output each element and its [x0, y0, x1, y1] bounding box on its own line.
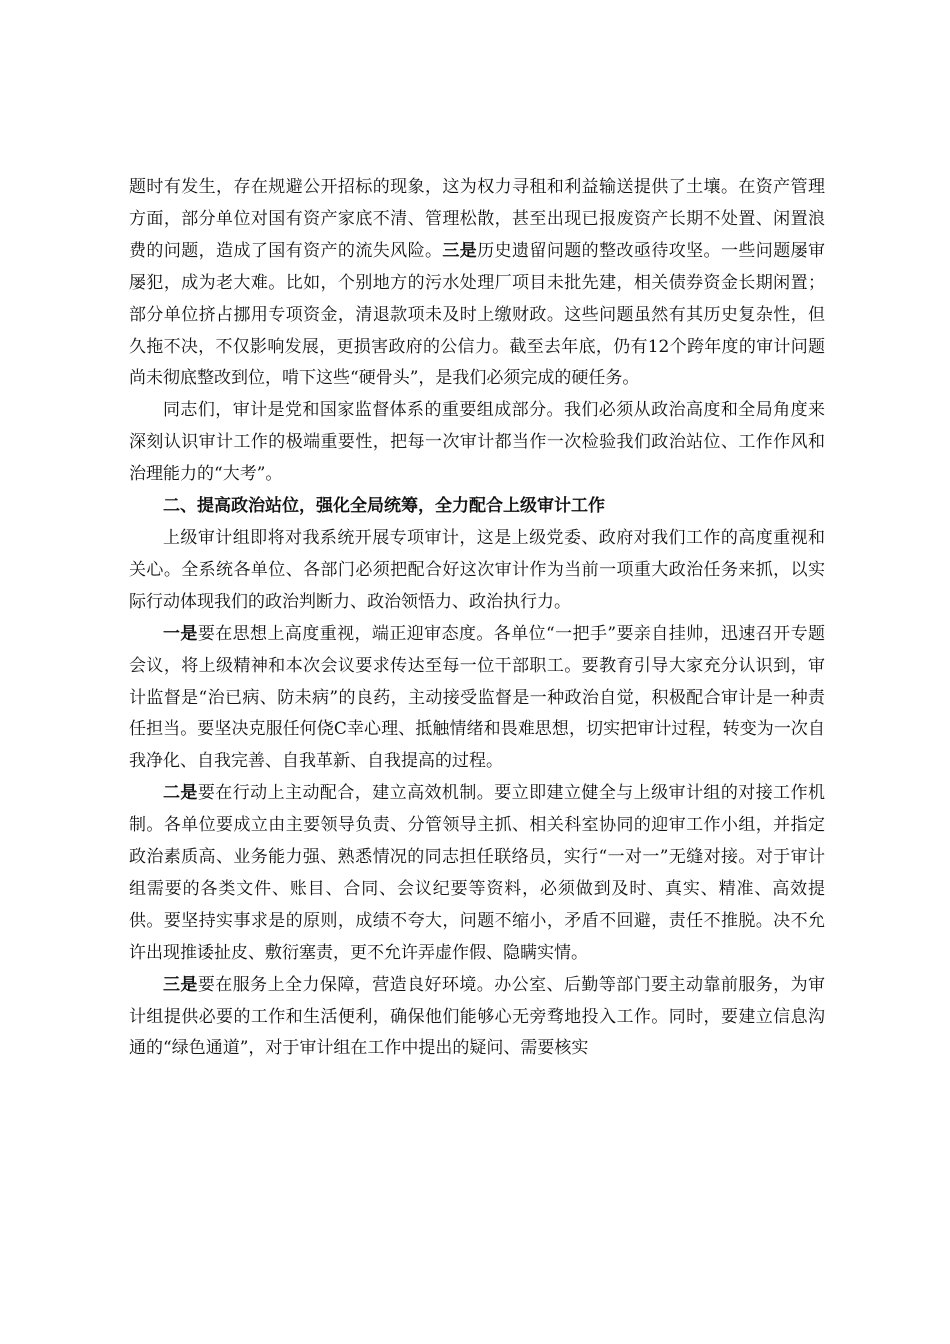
paragraph-1-text: 题时有发生，存在规避公开招标的现象，这为权力寻租和利益输送提供了土壤。在资产管理方面，部分单位对国有资产家底不清、管理松散，甚至出现已报废资产长期不处置、闲置浪费的问题，造成了国有资产的流失风险。 — [129, 177, 825, 261]
paragraph-6-lead: 三是 — [163, 974, 198, 995]
paragraph-1 — [129, 172, 825, 395]
paragraph-4-lead: 一是 — [163, 623, 198, 644]
section-heading-2: 二、提高政治站位，强化全局统筹，全力配合上级审计工作 — [163, 496, 605, 517]
paragraph-5-lead: 二是 — [163, 783, 198, 804]
paragraph-6-text: 要在服务上全力保障，营造良好环境。办公室、后勤等部门要主动靠前服务，为审计组提供必要的工作和生活便利，确保他们能够心无旁骛地投入工作。同时，要建立信息沟通的“绿色通道”，对于审计组在工作中提出的疑问、需要核实 — [129, 974, 826, 1059]
paragraph-5-text: 要在行动上主动配合，建立高效机制。要立即建立健全与上级审计组的对接工作机制。各单位要成立由主要领导负责、分管领导主抓、相关科室协同的迎审工作小组，并指定政治素质高、业务能力强、熟悉情况的同志担任联络员，实行“一对一”无缝对接。对于审计组需要的各类文件、账目、合同、会议纪要等资料，必须做到及时、真实、精准、高效提供。要坚持实事求是的原则，成绩不夸大，问题不缩小，矛盾不回避，责任不推脱。决不允许出现推诿扯皮、敷衍塞责，更不允许弄虚作假、隐瞒实情。 — [129, 783, 826, 963]
paragraph-4-text: 要在思想上高度重视，端正迎审态度。各单位“一把手”要亲自挂帅，迅速召开专题会议，将上级精神和本次会议要求传达至每一位干部职工。要教育引导大家充分认识到，审计监督是“治已病、防未病”的良药，主动接受监督是一种政治自觉，积极配合审计是一种责任担当。要坚决克服任何侥C幸心理、抵触情绪和畏难思想，切实把审计过程，转变为一次自我净化、自我完善、自我革新、自我提高的过程。 — [129, 623, 825, 772]
paragraph-1-lead-third: 三是 — [442, 240, 478, 261]
paragraph-1-text-cont: 历史遗留问题的整改亟待攻坚。一些问题屡审屡犯，成为老大难。比如，个别地方的污水处理厂项目未批先建，相关债券资金长期闲置；部分单位挤占挪用专项资金，清退款项未及时上缴财政。这些问题虽然有其历史复杂性，但久拖不决，不仅影响发展，更损害政府的公信力。截至去年底，仍有12个跨年度的审计问题尚未彻底整改到位，啃下这些“硬骨头”，是我们必须完成的硬任务。 — [129, 240, 826, 389]
paragraph-3-text: 上级审计组即将对我系统开展专项审计，这是上级党委、政府对我们工作的高度重视和关心。全系统各单位、各部门必须把配合好这次审计作为当前一项重大政治任务来抓，以实际行动体现我们的政治判断力、政治领悟力、政治执行力。 — [129, 527, 825, 612]
paragraph-6 — [129, 970, 825, 1066]
paragraph-2-text: 同志们，审计是党和国家监督体系的重要组成部分。我们必须从政治高度和全局角度来深刻认识审计工作的极端重要性，把每一次审计都当作一次检验我们政治站位、工作作风和治理能力的“大考”。 — [129, 400, 825, 485]
paragraph-5 — [129, 778, 825, 969]
document-page — [129, 172, 825, 1065]
paragraph-2 — [129, 395, 825, 491]
paragraph-3 — [129, 523, 825, 619]
paragraph-4 — [129, 619, 825, 779]
